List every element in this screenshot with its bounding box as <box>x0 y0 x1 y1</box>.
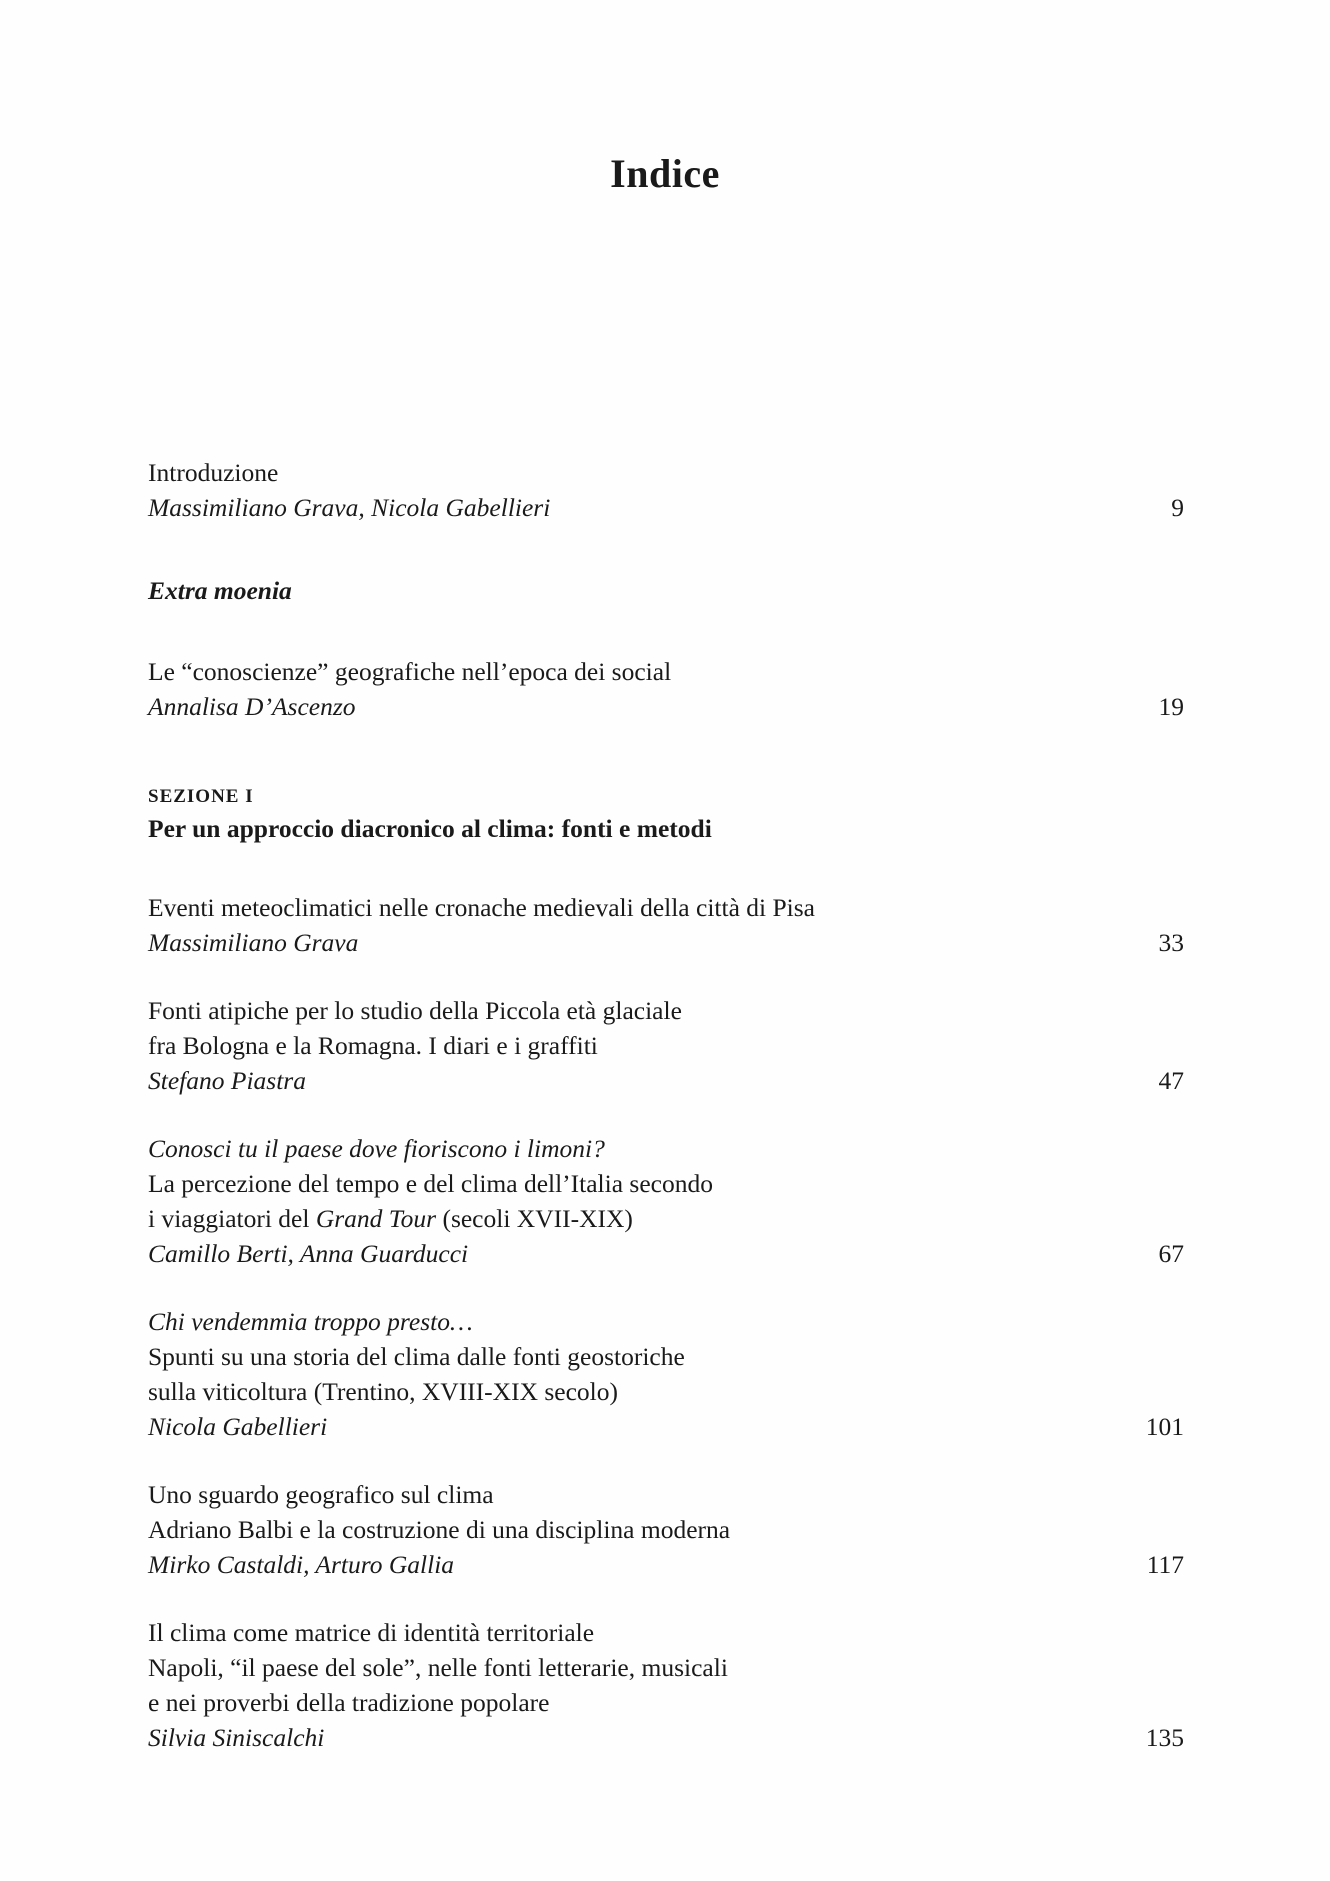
entry-title-line: Le “conoscienze” geografiche nell’epoca dei social <box>148 657 672 686</box>
entry-title-line: Chi vendemmia troppo presto… <box>148 1307 473 1336</box>
entry-fonti-atipiche[interactable] <box>148 993 1184 1098</box>
entry-lines <box>148 1304 1008 1444</box>
entry-title-line <box>148 1201 1008 1236</box>
entry-author: Massimiliano Grava <box>148 928 359 957</box>
entry-lines <box>148 1131 1008 1271</box>
entry-lines <box>148 654 1008 724</box>
table-of-contents <box>148 455 1184 1788</box>
entry-page-number: 9 <box>1171 493 1184 522</box>
entry-conosci-tu-il-paese[interactable] <box>148 1131 1184 1271</box>
entry-title-line: Spunti su una storia del clima dalle fonti geostoriche <box>148 1342 685 1371</box>
section-title: Per un approccio diacronico al clima: fonti e metodi <box>148 814 712 843</box>
entry-title-line: La percezione del tempo e del clima dell’Italia secondo <box>148 1169 713 1198</box>
entry-title-line: Fonti atipiche per lo studio della Piccola età glaciale <box>148 996 682 1025</box>
entry-title-line: Napoli, “il paese del sole”, nelle fonti letterarie, musicali <box>148 1653 728 1682</box>
entry-conoscienze-geografiche[interactable] <box>148 654 1184 724</box>
entry-lines <box>148 455 1008 525</box>
entry-lines <box>148 993 1008 1098</box>
entry-lines <box>148 1615 1008 1755</box>
entry-title-line: Eventi meteoclimatici nelle cronache medievali della città di Pisa <box>148 893 815 922</box>
part-extra-moenia: Extra moenia <box>148 576 292 605</box>
entry-uno-sguardo-geografico[interactable] <box>148 1477 1184 1582</box>
entry-author: Stefano Piastra <box>148 1066 306 1095</box>
entry-title-line: e nei proverbi della tradizione popolare <box>148 1688 550 1717</box>
entry-title-line: Conosci tu il paese dove fioriscono i limoni? <box>148 1134 605 1163</box>
entry-author: Mirko Castaldi, Arturo Gallia <box>148 1550 455 1579</box>
entry-author: Massimiliano Grava, Nicola Gabellieri <box>148 493 551 522</box>
entry-page-number: 33 <box>1158 928 1184 957</box>
page-title: Indice <box>610 151 720 196</box>
entry-title-line: sulla viticoltura (Trentino, XVIII-XIX secolo) <box>148 1377 618 1406</box>
entry-eventi-meteoclimatici[interactable] <box>148 890 1184 960</box>
line-text-italic: Grand Tour <box>315 1204 437 1233</box>
entry-page-number: 47 <box>1158 1066 1184 1095</box>
entry-lines <box>148 1477 1008 1582</box>
entry-page-number: 117 <box>1146 1550 1184 1579</box>
entry-page-number: 19 <box>1158 692 1184 721</box>
entry-introduzione[interactable] <box>148 455 1184 525</box>
entry-title-line: fra Bologna e la Romagna. I diari e i graffiti <box>148 1031 598 1060</box>
entry-chi-vendemmia[interactable] <box>148 1304 1184 1444</box>
line-text-head: i viaggiatori del <box>148 1204 316 1233</box>
entry-il-clima-come-matrice[interactable] <box>148 1615 1184 1755</box>
entry-page-number: 101 <box>1145 1412 1184 1441</box>
entry-author: Silvia Siniscalchi <box>148 1723 325 1752</box>
line-text-tail: (secoli XVII-XIX) <box>436 1204 633 1233</box>
entry-page-number: 67 <box>1158 1239 1184 1268</box>
entry-title-line: Introduzione <box>148 458 279 487</box>
entry-author: Nicola Gabellieri <box>148 1412 328 1441</box>
section-i <box>148 782 1184 846</box>
entry-lines <box>148 890 1008 960</box>
entry-page-number: 135 <box>1145 1723 1184 1752</box>
entry-author: Camillo Berti, Anna Guarducci <box>148 1239 469 1268</box>
section-label: SEZIONE I <box>148 786 254 807</box>
entry-title-line: Il clima come matrice di identità territoriale <box>148 1618 595 1647</box>
entry-title-line: Adriano Balbi e la costruzione di una disciplina moderna <box>148 1515 731 1544</box>
entry-title-line: Uno sguardo geografico sul clima <box>148 1480 494 1509</box>
entry-author: Annalisa D’Ascenzo <box>148 692 356 721</box>
